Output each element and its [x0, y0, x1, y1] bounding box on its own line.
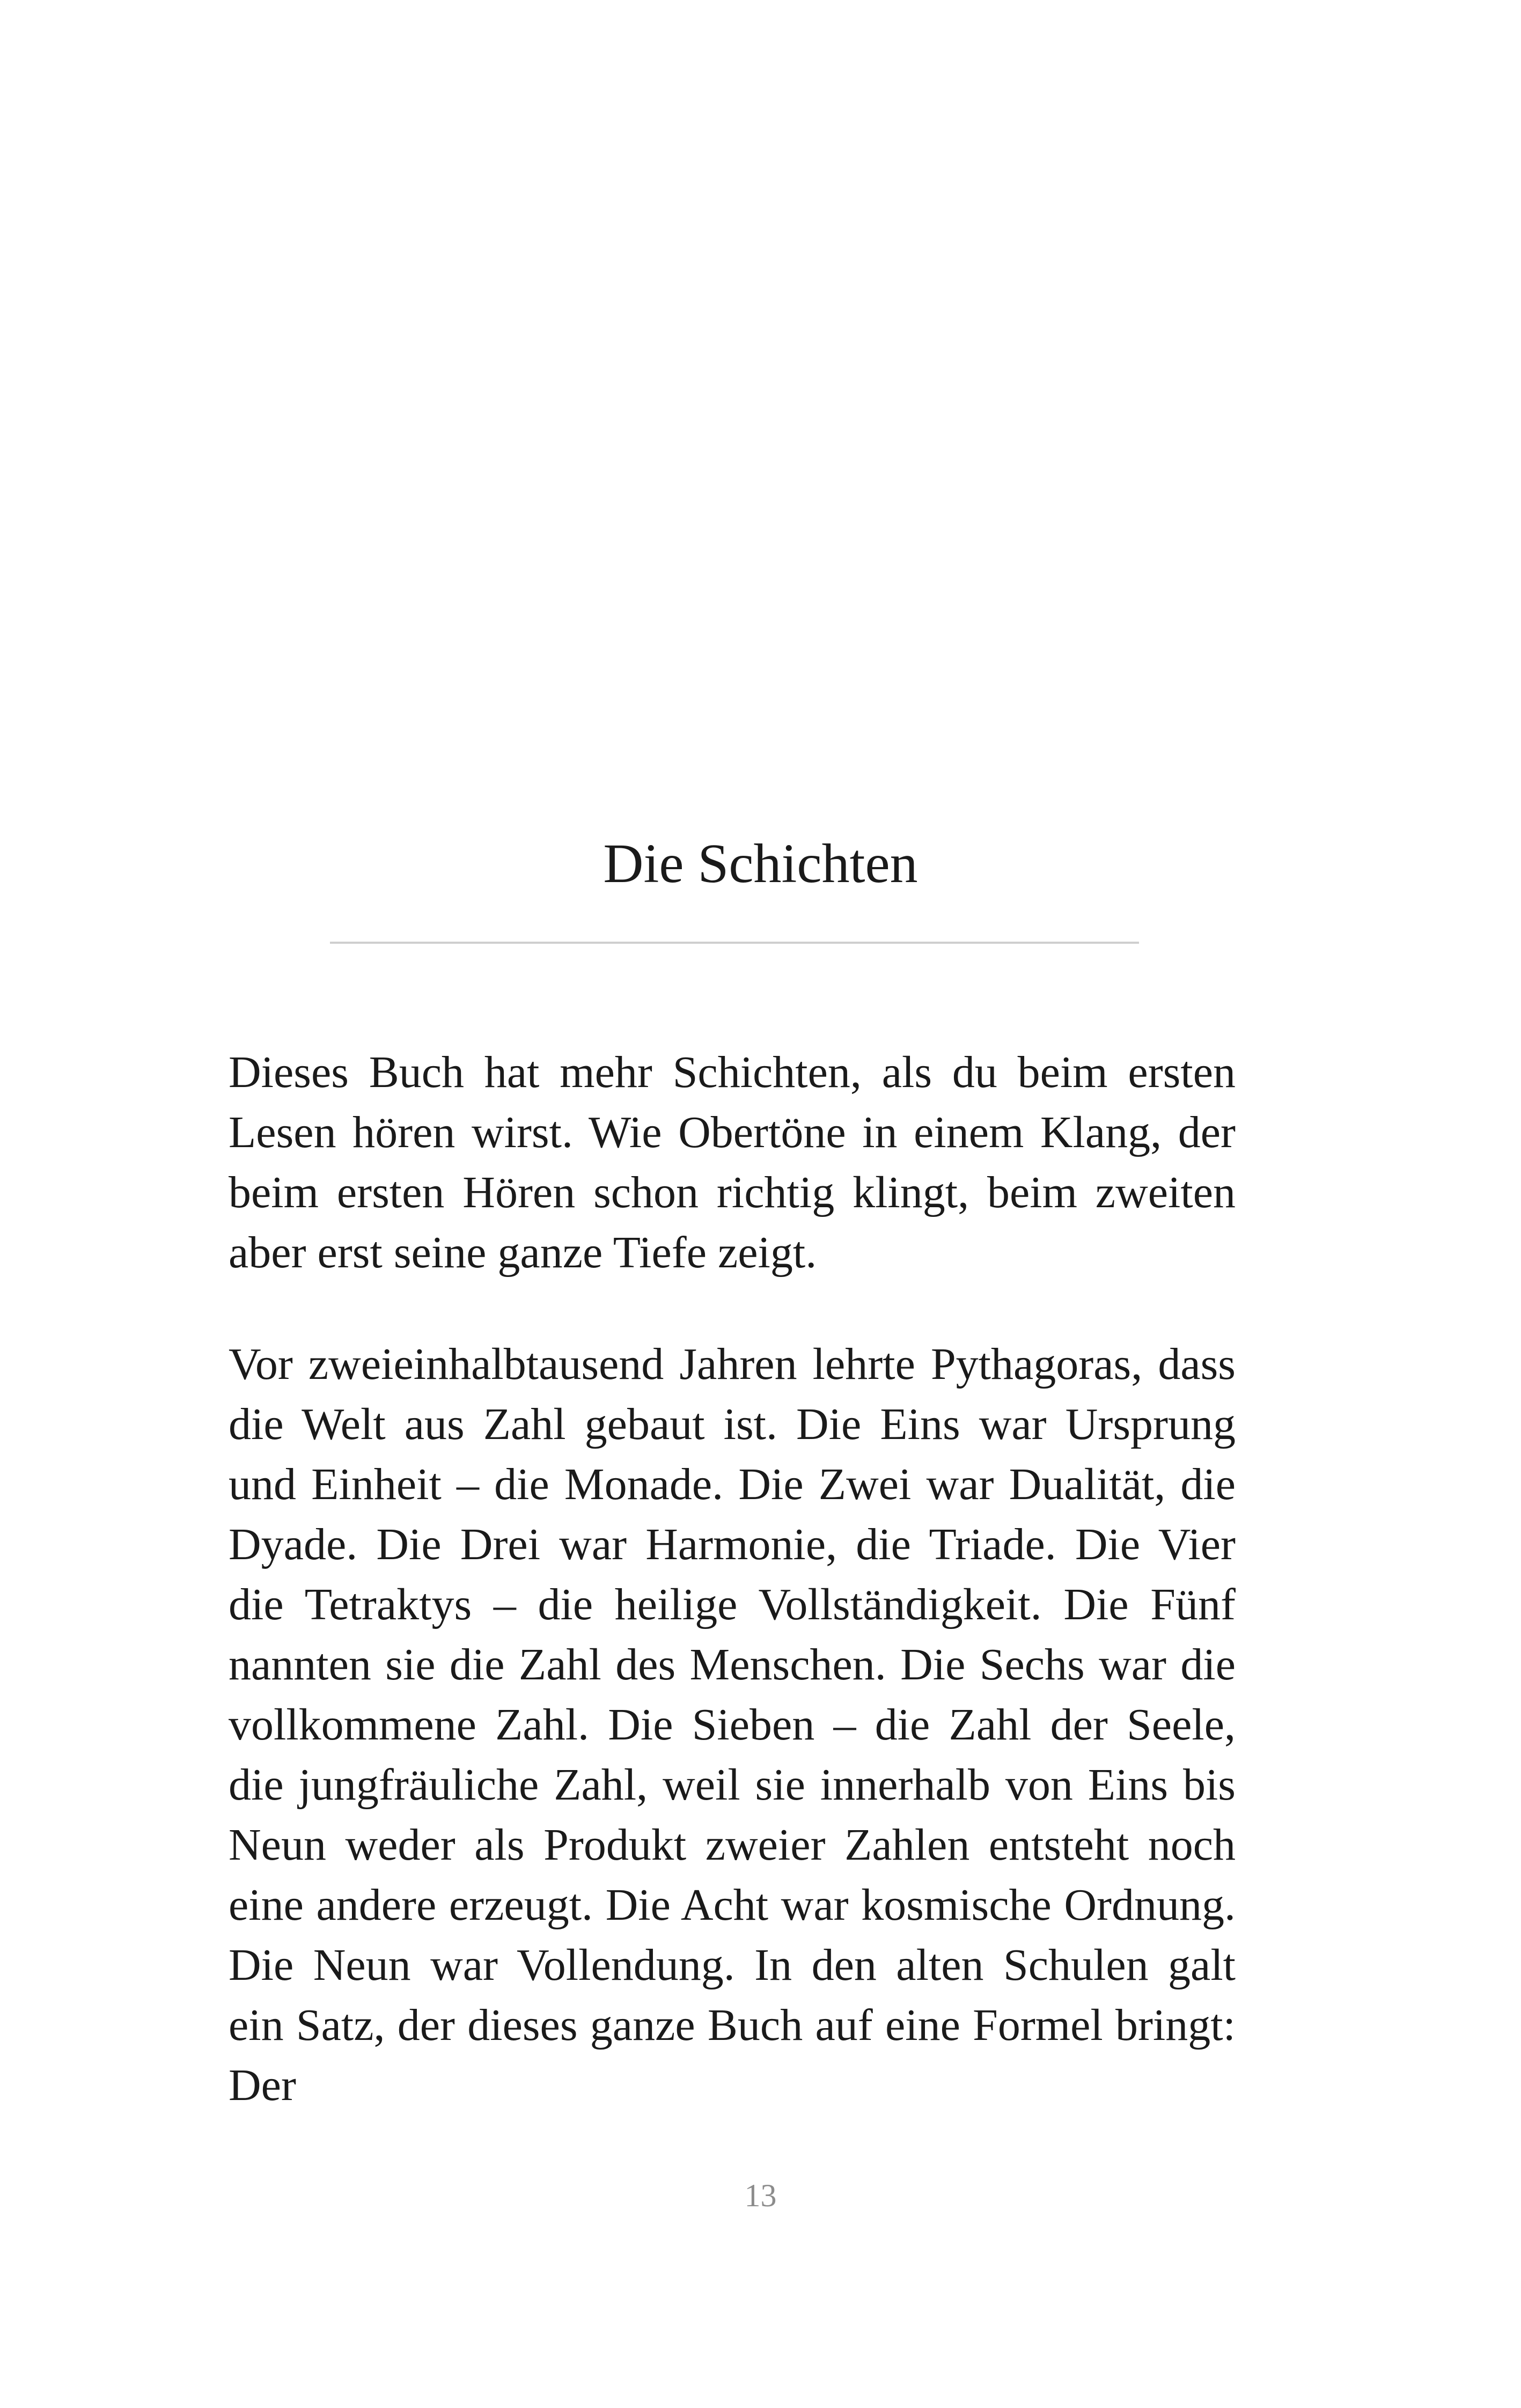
- chapter-title: Die Schichten: [603, 833, 918, 894]
- paragraph-1: Dieses Buch hat mehr Schichten, als du beim ersten Lesen hören wirst. Wie Obertöne in einem Klang, der beim ersten Hören schon richtig klingt, beim zweiten aber erst seine ganze Tiefe zeigt.: [229, 1047, 1236, 1278]
- title-divider: [330, 942, 1139, 944]
- page-number: 13: [744, 2178, 777, 2213]
- body-text: [229, 1043, 1236, 2116]
- paragraph-2: Vor zweieinhalbtausend Jahren lehrte Pythagoras, dass die Welt aus Zahl gebaut ist. Die Eins war Ursprung und Einheit – die Monade. Die Zwei war Dualität, die Dyade. Die Drei war Harmonie, die Triade. Die Vier die Tetraktys – die heilige Vollständigkeit. Die Fünf nannten sie die Zahl des Menschen. Die Sechs war die vollkommene Zahl. Die Sieben – die Zahl der Seele, die jungfräuliche Zahl, weil sie innerhalb von Eins bis Neun weder als Produkt zweier Zahlen entsteht noch eine andere erzeugt. Die Acht war kosmische Ordnung. Die Neun war Vollendung. In den alten Schulen galt ein Satz, der dieses ganze Buch auf eine Formel bringt: Der: [229, 1339, 1236, 2110]
